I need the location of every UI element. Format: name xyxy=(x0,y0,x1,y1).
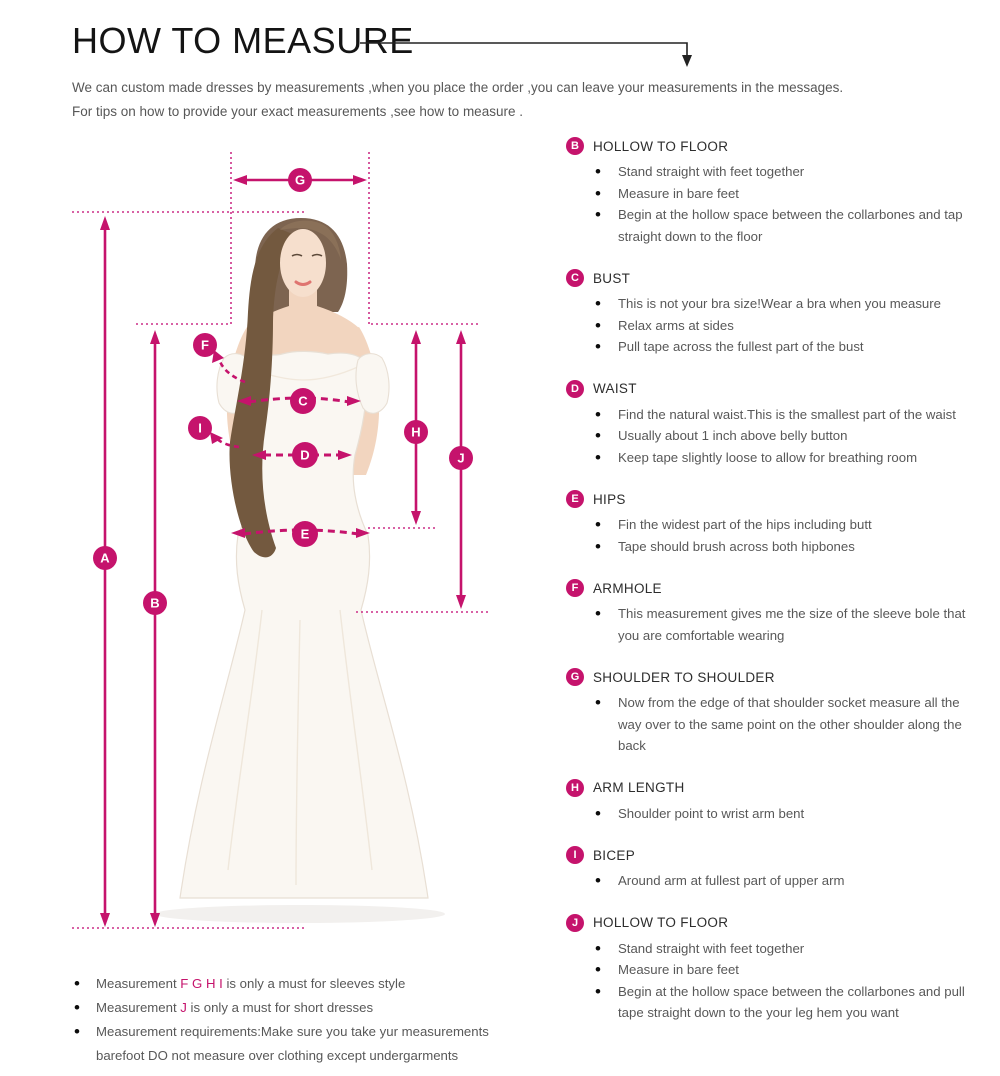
measurement-instructions xyxy=(566,137,982,1046)
bullet-item: • This measurement gives me the size of the sleeve bole that you are comfortable wearing xyxy=(593,603,982,646)
svg-text:G: G xyxy=(294,172,306,188)
section-heading: ARMHOLE xyxy=(593,580,662,596)
bullet-item: • Relax arms at sides xyxy=(593,315,982,337)
badge-f: F xyxy=(566,579,584,597)
section-hips-e xyxy=(566,490,982,557)
bullet-item: • Pull tape across the fullest part of the bust xyxy=(593,336,982,358)
svg-text:B: B xyxy=(150,595,160,611)
section-bicep-i xyxy=(566,846,982,892)
section-heading: BICEP xyxy=(593,847,636,863)
footnote-highlight: J xyxy=(180,1000,187,1015)
footnote-text: is only a must for sleeves style xyxy=(222,976,406,991)
footnote-text: Measurement requirements:Make sure you take yur measurements barefoot DO not measure over clothing except undergarments xyxy=(96,1024,489,1063)
svg-text:J: J xyxy=(457,450,465,466)
bullet-item: • Begin at the hollow space between the collarbones and tap straight down to the floor xyxy=(593,204,982,247)
svg-text:F: F xyxy=(201,337,209,353)
badge-b: B xyxy=(566,137,584,155)
section-heading: HOLLOW TO FLOOR xyxy=(593,138,729,154)
section-shoulder-to-shoulder-g xyxy=(566,668,982,757)
section-hollow-to-floor-j xyxy=(566,914,982,1024)
footnote-text: Measurement xyxy=(96,976,181,991)
badge-h: H xyxy=(566,779,584,797)
measurement-diagram xyxy=(0,130,560,960)
svg-text:A: A xyxy=(100,550,110,566)
section-heading: BUST xyxy=(593,270,631,286)
section-heading: WAIST xyxy=(593,381,637,396)
badge-j: J xyxy=(566,914,584,932)
svg-text:D: D xyxy=(300,447,310,463)
bullet-item: • Measure in bare feet xyxy=(593,959,982,981)
section-bust-c xyxy=(566,269,982,358)
bullet-item: • Find the natural waist.This is the smallest part of the waist xyxy=(593,404,982,426)
svg-text:C: C xyxy=(298,393,308,409)
bullet-item: • Now from the edge of that shoulder socket measure all the way over to the same point on the other shoulder along the back xyxy=(593,692,982,757)
bullet-item: • Tape should brush across both hipbones xyxy=(593,536,982,558)
section-hollow-to-floor-b xyxy=(566,137,982,247)
bullet-item: • Shoulder point to wrist arm bent xyxy=(593,803,982,825)
svg-text:H: H xyxy=(411,424,421,440)
badge-g: G xyxy=(566,668,584,686)
footnote-requirements xyxy=(74,1020,518,1068)
bullet-item: • Keep tape slightly loose to allow for breathing room xyxy=(593,447,982,469)
section-heading: HIPS xyxy=(593,491,626,507)
page-title: HOW TO MEASURE xyxy=(72,20,414,61)
intro-line-2: For tips on how to provide your exact measurements ,see how to measure . xyxy=(72,104,523,119)
badge-c: C xyxy=(566,269,584,287)
footnote-short-dresses xyxy=(74,996,518,1020)
section-waist-d xyxy=(566,380,982,469)
intro-line-1: We can custom made dresses by measurements ,when you place the order ,you can leave your measurements in the messages. xyxy=(72,80,844,95)
bullet-item: • Begin at the hollow space between the collarbones and pull tape straight down to the your leg hem you want xyxy=(593,981,982,1024)
section-armhole-f xyxy=(566,579,982,646)
bullet-item: • Fin the widest part of the hips including butt xyxy=(593,514,982,536)
svg-text:E: E xyxy=(300,526,310,542)
section-arm-length-h xyxy=(566,779,982,825)
footnotes xyxy=(74,972,518,1068)
section-heading: SHOULDER TO SHOULDER xyxy=(593,669,775,685)
footnote-text: Measurement xyxy=(96,1000,181,1015)
badge-e: E xyxy=(566,490,584,508)
title-pointer-arrow-icon xyxy=(0,0,1000,80)
footnote-text: is only a must for short dresses xyxy=(186,1000,374,1015)
bullet-item: • Stand straight with feet together xyxy=(593,938,982,960)
badge-d: D xyxy=(566,380,584,398)
bullet-item: • Around arm at fullest part of upper arm xyxy=(593,870,982,892)
badge-i: I xyxy=(566,846,584,864)
bullet-item: • Stand straight with feet together xyxy=(593,161,982,183)
section-heading: HOLLOW TO FLOOR xyxy=(593,915,729,930)
footnote-highlight: F G H I xyxy=(180,976,223,991)
bullet-item: • Usually about 1 inch above belly button xyxy=(593,425,982,447)
bullet-item: • This is not your bra size!Wear a bra when you measure xyxy=(593,293,982,315)
bullet-item: • Measure in bare feet xyxy=(593,183,982,205)
footnote-sleeves xyxy=(74,972,518,996)
section-heading: ARM LENGTH xyxy=(593,780,685,795)
svg-text:I: I xyxy=(198,420,202,436)
